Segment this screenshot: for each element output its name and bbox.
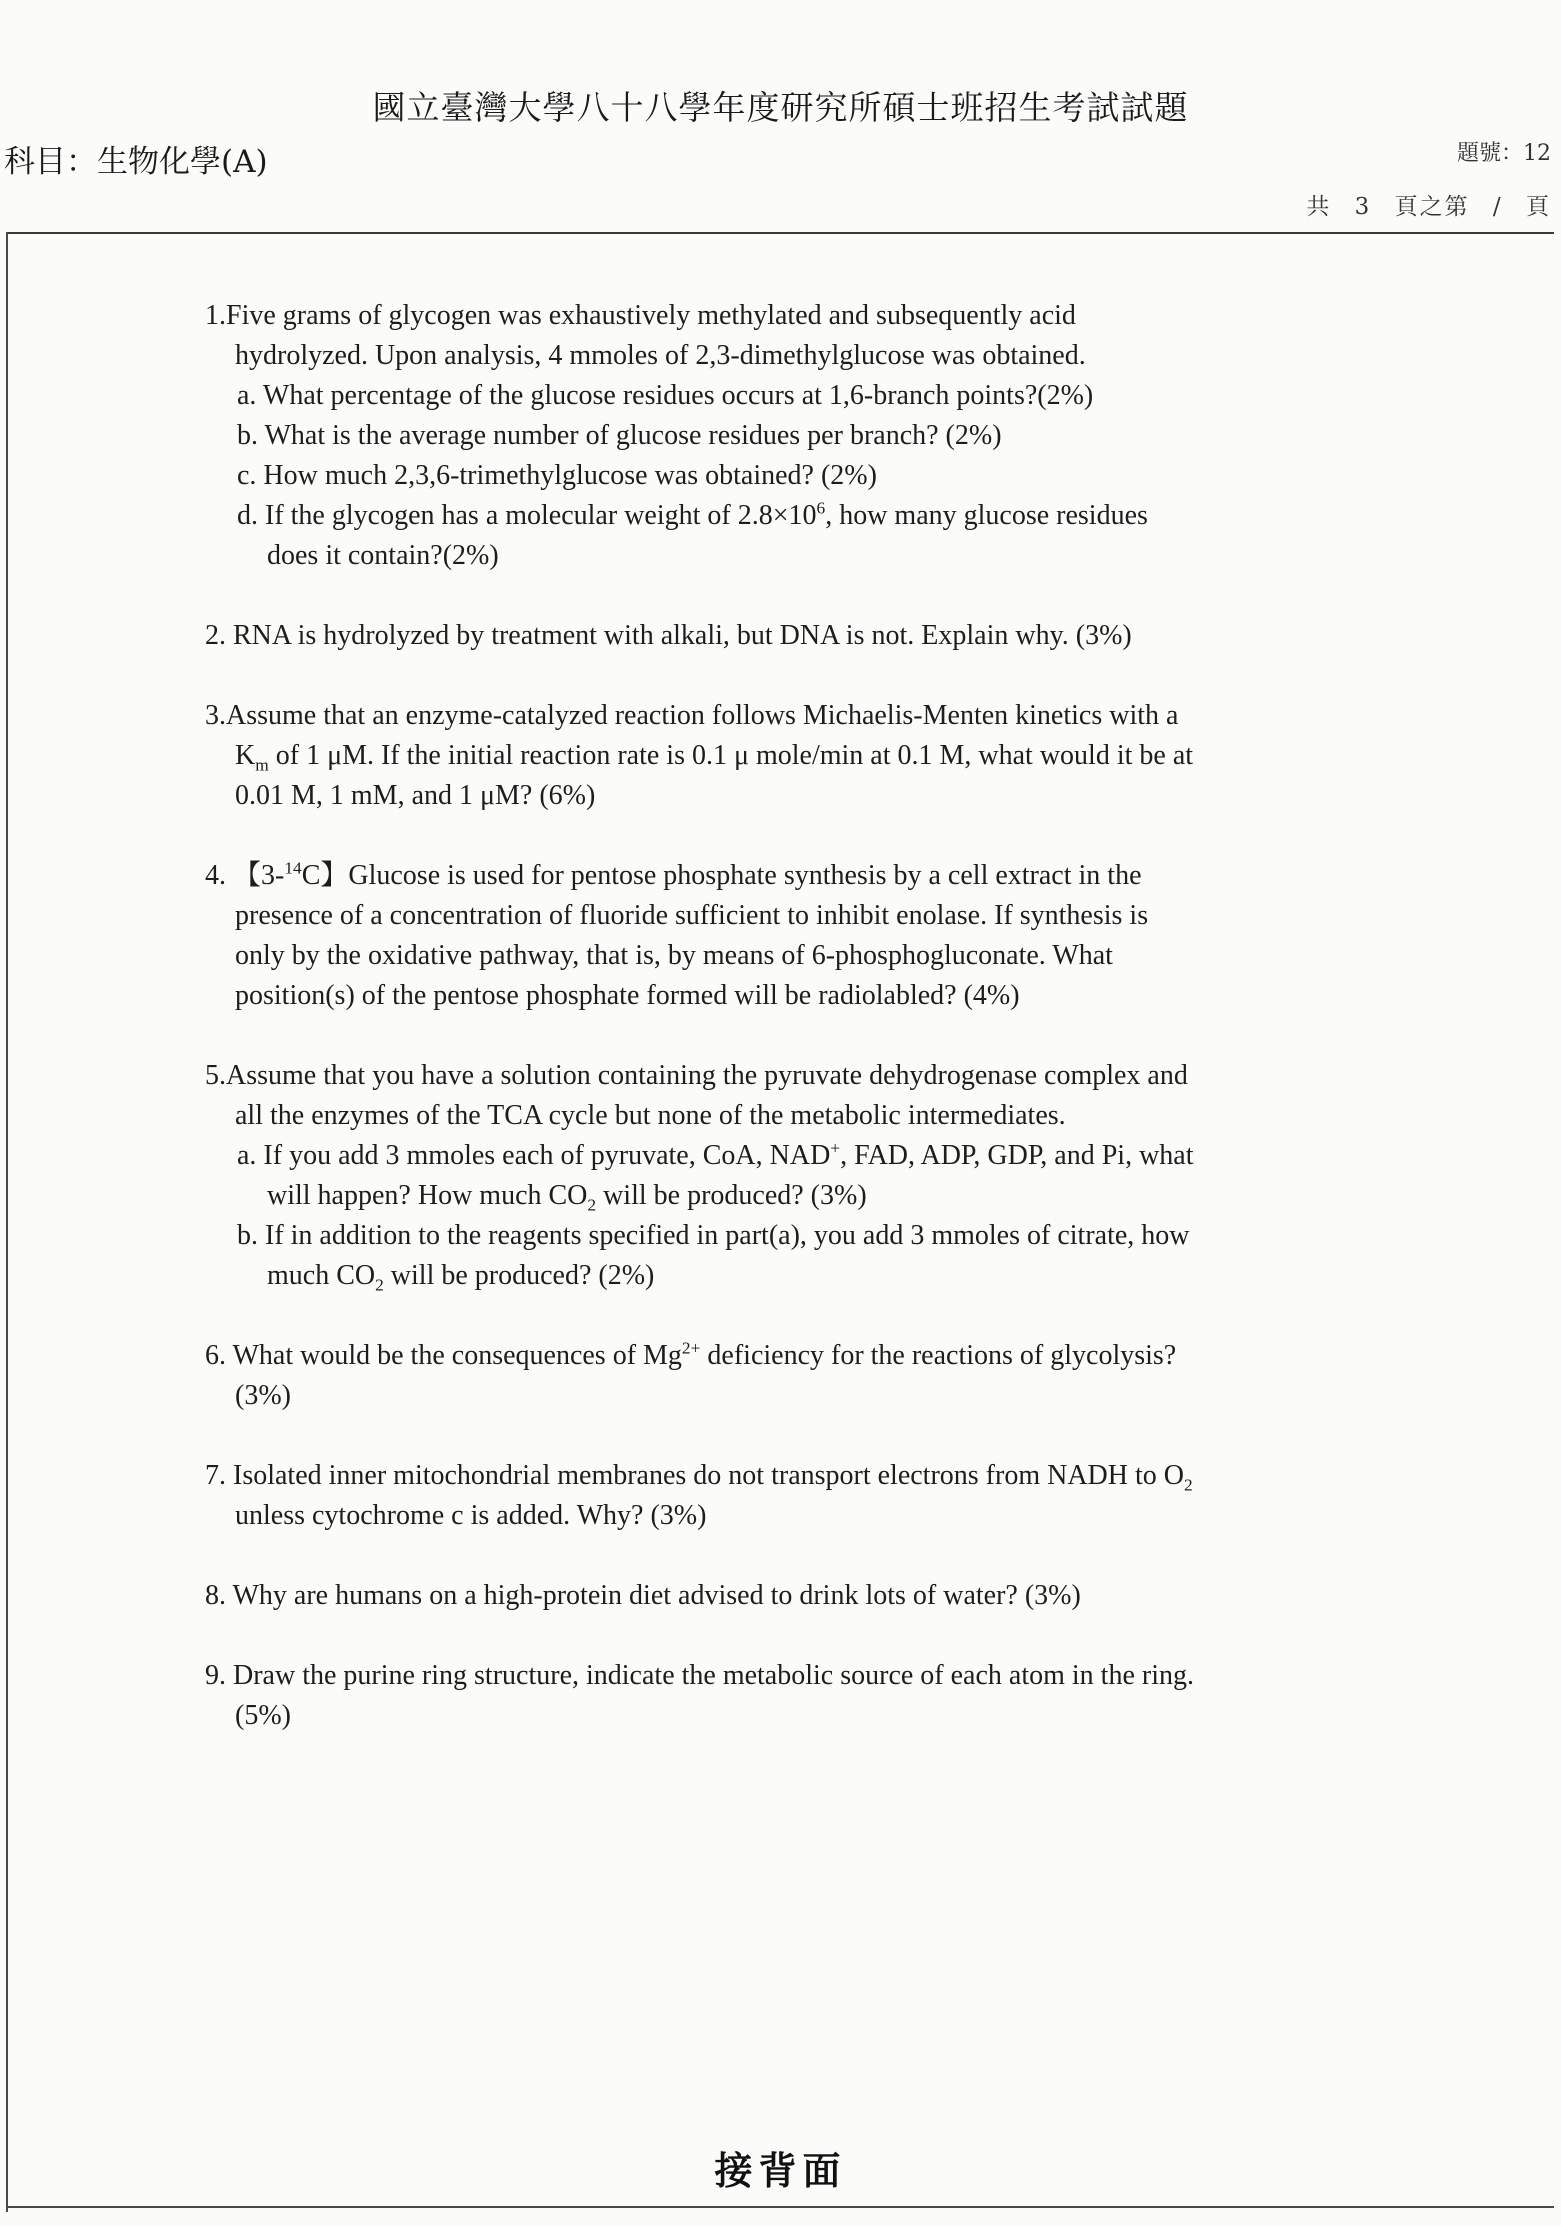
q5b-post: will be produced? (2%) bbox=[383, 1260, 655, 1291]
question-7 bbox=[205, 1456, 1195, 1536]
question-1 bbox=[205, 296, 1195, 576]
q5a-pre: a. If you add 3 mmoles each of pyruvate, CoA, NAD bbox=[237, 1140, 831, 1171]
q6-post: deficiency for the reactions of glycolysis? (3%) bbox=[235, 1340, 1177, 1411]
q3-post: of 1 μM. If the initial reaction rate is 0.1 μ mole/min at 0.1 M, what would it be at 0.01 M, 1 mM, and 1 μM? (6%) bbox=[235, 740, 1194, 811]
question-list bbox=[205, 296, 1195, 1776]
question-4-stem bbox=[205, 856, 1195, 1016]
q5b-sub: 2 bbox=[375, 1275, 384, 1295]
q7-sub: 2 bbox=[1184, 1475, 1193, 1495]
continue-on-back-note: 接背面 bbox=[714, 2148, 847, 2193]
q1d-pre: d. If the glycogen has a molecular weight of 2.8×10 bbox=[237, 500, 817, 531]
question-8 bbox=[205, 1576, 1195, 1616]
question-6 bbox=[205, 1336, 1195, 1416]
q5a-post: will be produced? (3%) bbox=[596, 1180, 867, 1211]
bottom-divider bbox=[6, 2206, 1554, 2208]
q7-pre: 7. Isolated inner mitochondrial membranes do not transport electrons from NADH to O bbox=[205, 1460, 1184, 1491]
q1d-post: , how many glucose residues does it contain?(2%) bbox=[267, 500, 1148, 571]
page-info: 共 3 頁之第 / 頁 bbox=[1306, 194, 1551, 220]
q4-sup: 14 bbox=[284, 858, 302, 878]
q1d-sup: 6 bbox=[816, 498, 826, 518]
question-6-stem bbox=[205, 1336, 1195, 1416]
q7-post: unless cytochrome c is added. Why? (3%) bbox=[235, 1500, 707, 1531]
question-1-part-b: b. What is the average number of glucose residues per branch? (2%) bbox=[237, 420, 1002, 451]
q5a-sup: + bbox=[830, 1138, 841, 1158]
q5a-sub: 2 bbox=[587, 1195, 597, 1215]
exam-title: 國立臺灣大學八十八學年度研究所碩士班招生考試試題 bbox=[372, 88, 1189, 127]
question-1-part-d bbox=[209, 496, 1195, 576]
question-3 bbox=[205, 696, 1195, 816]
question-5-part-b bbox=[209, 1216, 1195, 1296]
q3-sub: m bbox=[255, 755, 269, 775]
left-border bbox=[6, 232, 8, 2212]
question-5-stem: 5.Assume that you have a solution containing the pyruvate dehydrogenase complex and all the enzymes of the TCA cycle but none of the metabolic intermediates. bbox=[205, 1060, 1188, 1131]
q3-pre: 3.Assume that an enzyme-catalyzed reaction follows Michaelis-Menten kinetics with a K bbox=[205, 700, 1179, 771]
top-divider bbox=[6, 232, 1554, 234]
question-9-stem: 9. Draw the purine ring structure, indicate the metabolic source of each atom in the ring. (5%) bbox=[205, 1660, 1194, 1731]
q6-sup: 2+ bbox=[681, 1338, 701, 1358]
question-5-part-a bbox=[209, 1136, 1195, 1216]
question-2 bbox=[205, 616, 1195, 656]
question-7-stem bbox=[205, 1456, 1195, 1536]
subject-label: 科目：生物化學(A) bbox=[4, 144, 268, 180]
question-5 bbox=[205, 1056, 1195, 1296]
question-1-part-c: c. How much 2,3,6-trimethylglucose was obtained? (2%) bbox=[237, 460, 877, 491]
question-3-stem bbox=[205, 696, 1195, 816]
q6-pre: 6. What would be the consequences of Mg bbox=[205, 1340, 682, 1371]
q5a-mid: , FAD, ADP, GDP, and Pi, what will happen? How much CO bbox=[267, 1140, 1194, 1211]
question-9 bbox=[205, 1656, 1195, 1736]
question-1-part-a: a. What percentage of the glucose residues occurs at 1,6-branch points?(2%) bbox=[237, 380, 1094, 411]
question-number: 題號：12 bbox=[1457, 141, 1551, 166]
question-4 bbox=[205, 856, 1195, 1016]
q4-pre: 4. 【3- bbox=[205, 860, 285, 891]
question-1-stem: 1.Five grams of glycogen was exhaustively methylated and subsequently acid hydrolyzed. Upon analysis, 4 mmoles of 2,3-dimethylglucose was obtained. bbox=[205, 300, 1086, 371]
question-2-stem: 2. RNA is hydrolyzed by treatment with alkali, but DNA is not. Explain why. (3%) bbox=[205, 620, 1132, 651]
q5b-pre: b. If in addition to the reagents specified in part(a), you add 3 mmoles of citrate, how much CO bbox=[237, 1220, 1190, 1291]
q4-post: C】Glucose is used for pentose phosphate synthesis by a cell extract in the presence of a concentration of fluoride sufficient to inhibit enolase. If synthesis is only by the oxidative pathway, that is, by means of 6-phosphogluconate. What position(s) of the pentose phosphate formed will be radiolabled? (4%) bbox=[235, 860, 1149, 1011]
question-8-stem: 8. Why are humans on a high-protein diet advised to drink lots of water? (3%) bbox=[205, 1580, 1081, 1611]
